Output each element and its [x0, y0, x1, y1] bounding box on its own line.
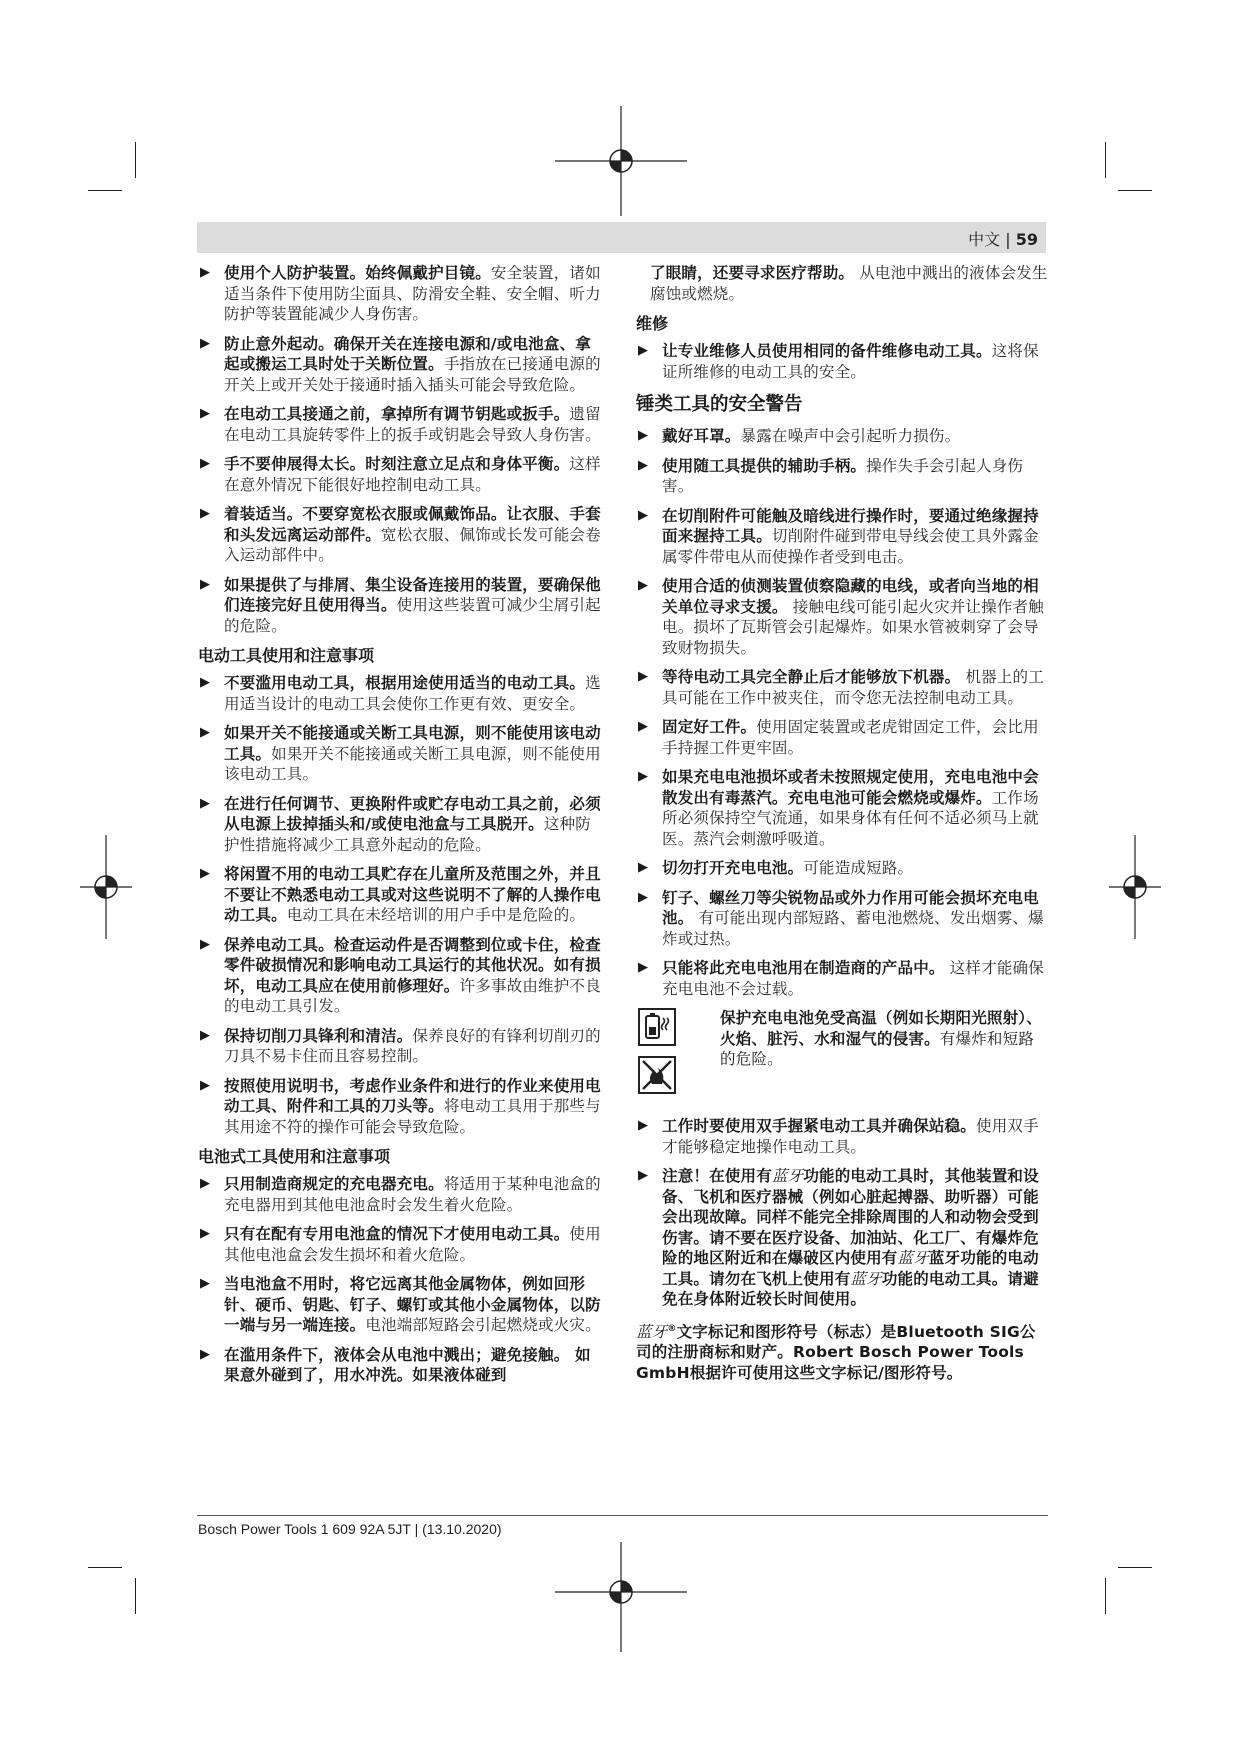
safety-item-bold: 切勿打开充电电池。	[662, 859, 804, 877]
bullet-icon: ▶	[200, 1176, 211, 1191]
bullet-icon: ▶	[200, 936, 211, 952]
bullet-icon: ▶	[200, 1077, 211, 1093]
safety-item	[636, 888, 1048, 950]
safety-item	[198, 263, 606, 325]
section-heading-tool-use: 电动工具使用和注意事项	[198, 646, 375, 665]
safety-item-normal: 将电动工具用于那些与其用途不符的操作可能会导致危险。	[224, 1097, 601, 1136]
header-label: 中文 | 59	[968, 230, 1038, 249]
safety-item	[636, 426, 1048, 447]
page-header	[197, 222, 1046, 253]
bullet-icon: ▶	[200, 335, 211, 351]
safety-list-hammer-continued	[636, 1116, 1048, 1157]
safety-item-normal: 这样在意外情况下能很好地控制电动工具。	[224, 455, 601, 494]
section-heading-battery-tool: 电池式工具使用和注意事项	[198, 1147, 391, 1166]
safety-item	[636, 341, 1048, 382]
safety-item-normal: 选用适当设计的电动工具会使你工作更有效、更安全。	[224, 674, 601, 713]
safety-list-battery-tool	[198, 1174, 606, 1386]
safety-item-normal: 这种防护性措施将减少工具意外起动的危险。	[224, 815, 591, 854]
safety-item-bold: 只用制造商规定的充电器充电。	[224, 1175, 444, 1193]
bullet-icon: ▶	[200, 506, 211, 521]
safety-item	[198, 404, 606, 445]
bt-warning-part2: 功能的电动工具时，其他装置和设备、飞机和医疗器械（例如心脏起搏器、助听器）可能会出现故障。同样不能完全排除周围的人和动物会受到伤害。请不要在医疗设备、加油站、化工厂、有爆炸危险的地区附近和在爆破区内使用有	[662, 1167, 1039, 1267]
safety-item-normal: 暴露在噪声中会引起听力损伤。	[740, 427, 961, 445]
trademark-text: 文字标记和图形符号（标志）是Bluetooth SIG公司的注册商标和财产。Robert Bosch Power Tools GmbH根据许可使用这些文字标记/图形符号。	[636, 1322, 1036, 1382]
safety-item	[198, 1274, 606, 1336]
registration-mark-bottom	[555, 1542, 687, 1652]
safety-item	[198, 575, 606, 637]
safety-item-normal: 机器上的工具可能在工作中被夹住，而令您无法控制电动工具。	[662, 668, 1044, 707]
bt-warning-part4: 功能的电动工具。请避免在身体附近较长时间使用。	[662, 1269, 1039, 1308]
safety-item	[636, 667, 1048, 708]
safety-item-normal: 使用双手才能够稳定地操作电动工具。	[662, 1117, 1039, 1156]
safety-item	[198, 1345, 606, 1386]
header-section: 中文	[968, 230, 1001, 249]
safety-item-normal: 操作失手会引起人身伤害。	[662, 456, 1024, 495]
safety-item-bold: 不要滥用电动工具，根据用途使用适当的电动工具。	[224, 674, 586, 692]
safety-item	[198, 334, 606, 396]
safety-item-bold: 在切削附件可能触及暗线进行操作时，要通过绝缘握持面来握持工具。	[662, 506, 1039, 545]
safety-item-normal: 有可能出现内部短路、蓄电池燃烧、发出烟雾、爆炸或过热。	[662, 909, 1044, 948]
crop-mark	[1105, 142, 1106, 178]
bullet-icon: ▶	[638, 960, 649, 975]
bullet-icon: ▶	[638, 1168, 649, 1183]
safety-item-normal: 安全装置，诸如适当条件下使用防尘面具、防滑安全鞋、安全帽、听力防护等装置能减少人身伤害。	[224, 264, 601, 323]
bullet-icon: ▶	[200, 1276, 211, 1291]
left-column	[198, 263, 606, 1395]
safety-item-bold: 在进行任何调节、更换附件或贮存电动工具之前，必须从电源上拔掉插头和/或使电池盒与工具脱开。	[224, 794, 601, 833]
safety-item-bold: 保持切削刀具锋利和清洁。	[224, 1026, 413, 1045]
safety-item-bold: 在电动工具接通之前，拿掉所有调节钥匙或扳手。	[224, 405, 570, 423]
safety-item	[636, 767, 1048, 849]
safety-item-bold: 按照使用说明书，考虑作业条件和进行的作业来使用电动工具、附件和工具的刀头等。	[224, 1076, 601, 1115]
bullet-icon: ▶	[200, 725, 211, 740]
bullet-icon: ▶	[200, 265, 211, 280]
bluetooth-word: 蓝牙	[850, 1269, 882, 1288]
no-fire-water-icon	[638, 1056, 676, 1094]
bullet-icon: ▶	[638, 669, 649, 684]
battery-protection-note	[636, 1008, 1048, 1104]
safety-item	[198, 1076, 606, 1138]
safety-item	[636, 717, 1048, 758]
safety-item-bold: 当电池盒不用时，将它远离其他金属物体，例如回形针、硬币、钥匙、钉子、螺钉或其他小金属物体，以防一端与另一端连接。	[224, 1275, 601, 1334]
safety-item-normal: 切削附件碰到带电导线会使工具外露金属零件带电从而使操作者受到电击。	[662, 527, 1039, 566]
safety-item	[636, 958, 1048, 999]
continued-bold: 了眼睛，还要寻求医疗帮助。	[650, 264, 855, 282]
safety-item-bold: 使用合适的侦测装置侦察隐藏的电线，或者向当地的相关单位寻求支援。	[662, 577, 1039, 616]
safety-item-bold: 保养电动工具。检查运动件是否调整到位或卡住，检查零件破损情况和影响电动工具运行的其他状况。如有损坏，电动工具应在使用前修理好。	[224, 935, 601, 995]
safety-item	[636, 1116, 1048, 1157]
safety-item	[636, 576, 1048, 658]
bullet-icon: ▶	[638, 343, 649, 358]
safety-item-bold: 使用随工具提供的辅助手柄。	[662, 456, 867, 475]
safety-item-bold: 将闲置不用的电动工具贮存在儿童所及范围之外，并且不要让不熟悉电动工具或对这些说明不了解的人操作电动工具。	[224, 865, 601, 924]
safety-item	[198, 1174, 606, 1215]
bullet-icon: ▶	[638, 428, 649, 443]
battery-protection-normal: 有爆炸和短路的危险。	[720, 1029, 1035, 1068]
trademark-paragraph	[636, 1319, 1048, 1384]
bluetooth-word: 蓝牙	[771, 1167, 804, 1185]
safety-item-normal: 遗留在电动工具旋转零件上的扳手或钥匙会导致人身伤害。	[224, 405, 601, 444]
safety-item-bold: 只有在配有专用电池盒的情况下才使用电动工具。	[224, 1225, 570, 1243]
safety-item-bold: 在滥用条件下，液体会从电池中溅出；避免接触。 如果意外碰到了，用水冲洗。如果液体碰到	[224, 1345, 591, 1384]
crop-mark	[1118, 1567, 1152, 1568]
safety-item-normal: 使用其他电池盒会发生损坏和着火危险。	[224, 1225, 601, 1264]
safety-item	[198, 1224, 606, 1265]
right-column	[636, 263, 1048, 1383]
safety-item-bold: 着装适当。不要穿宽松衣服或佩戴饰品。让衣服、手套和头发远离运动部件。	[224, 505, 601, 544]
safety-item-normal: 使用这些装置可减少尘屑引起的危险。	[224, 596, 601, 635]
bullet-icon: ▶	[638, 457, 649, 473]
registration-mark-right	[1109, 835, 1161, 939]
continued-paragraph	[636, 263, 1048, 304]
safety-item-bold: 如果开关不能接通或关断工具电源，则不能使用该电动工具。	[224, 724, 601, 763]
bt-warning-part1: 注意！在使用有	[662, 1167, 772, 1185]
safety-item-bold: 工作时要使用双手握紧电动工具并确保站稳。	[662, 1117, 977, 1135]
safety-item-normal: 使用固定装置或老虎钳固定工件，会比用手持握工件更牢固。	[662, 718, 1039, 757]
safety-item-bold: 只能将此充电电池用在制造商的产品中。	[662, 959, 945, 977]
bullet-icon: ▶	[638, 860, 649, 875]
safety-item-normal: 接触电线可能引起火灾并让操作者触电。损坏了瓦斯管会引起爆炸。如果水管被刺穿了会导致财物损失。	[662, 597, 1044, 657]
bullet-icon: ▶	[638, 889, 649, 905]
bullet-icon: ▶	[638, 1118, 649, 1133]
safety-item-bold: 使用个人防护装置。始终佩戴护目镜。	[224, 264, 491, 282]
bt-warning-part3: 蓝牙功能的电动工具。请勿在飞机上使用有	[662, 1249, 1039, 1288]
safety-item-bold: 手不要伸展得太长。时刻注意立足点和身体平衡。	[224, 455, 570, 473]
bullet-icon: ▶	[200, 576, 211, 592]
safety-item-bold: 钉子、螺丝刀等尖锐物品或外力作用可能会损坏充电电池。	[662, 888, 1039, 927]
registration-mark-top	[555, 106, 687, 216]
bullet-icon: ▶	[638, 578, 649, 593]
battery-heat-icon	[638, 1008, 676, 1046]
safety-item-bold: 防止意外起动。确保开关在连接电源和/或电池盒、拿起或搬运工具时处于关断位置。	[224, 334, 591, 373]
safety-item	[636, 858, 1048, 879]
continued-normal: 从电池中溅出的液体会发生腐蚀或燃烧。	[650, 264, 1048, 303]
safety-item	[198, 794, 606, 856]
crop-mark	[88, 190, 122, 191]
bullet-icon: ▶	[200, 795, 211, 811]
safety-item-normal: 将适用于某种电池盒的充电器用到其他电池盒时会发生着火危险。	[224, 1175, 601, 1214]
crop-mark	[1118, 190, 1152, 191]
safety-item-normal: 如果开关不能接通或关断工具电源，则不能使用该电动工具。	[224, 744, 601, 783]
bluetooth-word: 蓝牙	[897, 1249, 929, 1267]
battery-protection-bold: 保护充电电池免受高温（例如长期阳光照射）、火焰、脏污、水和湿气的侵害。	[720, 1009, 1042, 1048]
bullet-icon: ▶	[638, 719, 649, 734]
safety-item-bold: 戴好耳罩。	[662, 427, 741, 445]
section-heading-maintenance: 维修	[636, 314, 669, 333]
safety-item	[198, 454, 606, 495]
bullet-icon: ▶	[200, 1346, 211, 1362]
safety-list-hammer	[636, 426, 1048, 999]
crop-mark	[135, 142, 136, 178]
bullet-icon: ▶	[200, 1226, 211, 1241]
bullet-icon: ▶	[200, 406, 211, 421]
safety-item	[636, 506, 1048, 568]
safety-item-normal: 可能造成短路。	[803, 859, 914, 877]
safety-item-normal: 电池端部短路会引起燃烧或火灾。	[365, 1316, 601, 1334]
safety-item	[198, 723, 606, 785]
safety-item	[198, 1026, 606, 1067]
footer-rule	[197, 1515, 1048, 1516]
safety-item-normal: 这样才能确保充电电池不会过载。	[662, 959, 1044, 998]
crop-mark	[135, 1578, 136, 1614]
safety-item-bold: 等待电动工具完全静止后才能够放下机器。	[662, 668, 961, 686]
safety-item-bold: 如果提供了与排屑、集尘设备连接用的装置，要确保他们连接完好且使用得当。	[224, 575, 601, 614]
crop-mark	[1105, 1578, 1106, 1614]
battery-protection-text	[720, 1008, 1042, 1070]
safety-list-tool-use	[198, 673, 606, 1137]
safety-list-personal	[198, 263, 606, 636]
registration-mark-left	[80, 835, 132, 939]
safety-item	[198, 504, 606, 566]
section-heading-hammer: 锤类工具的安全警告	[636, 394, 803, 415]
bullet-icon: ▶	[638, 769, 649, 784]
bullet-icon: ▶	[200, 456, 211, 471]
safety-item-normal: 这将保证所维修的电动工具的安全。	[662, 342, 1039, 381]
registered-mark: ®	[667, 1323, 677, 1334]
bullet-icon: ▶	[200, 1027, 211, 1043]
safety-item-normal: 宽松衣服、佩饰或长发可能会卷入运动部件中。	[224, 525, 601, 564]
safety-item-normal: 工作场所必须保持空气流通，如果身体有任何不适必须马上就医。蒸汽会刺激呼吸道。	[662, 788, 1039, 848]
bullet-icon: ▶	[638, 507, 649, 523]
bluetooth-warning-item	[636, 1166, 1048, 1310]
crop-mark	[88, 1567, 122, 1568]
safety-item-normal: 手指放在已接通电源的开关上或开关处于接通时插入插头可能会导致危险。	[224, 355, 601, 394]
safety-item-normal: 保养良好的有锋利切削刃的刀具不易卡住而且容易控制。	[224, 1026, 601, 1065]
safety-item-normal: 电动工具在未经培训的用户手中是危险的。	[286, 906, 586, 924]
bullet-icon: ▶	[200, 675, 211, 690]
safety-item-bold: 让专业维修人员使用相同的备件维修电动工具。	[662, 342, 992, 360]
footer-text: Bosch Power Tools 1 609 92A 5JT | (13.10.2020)	[198, 1521, 502, 1537]
page-number: 59	[1015, 230, 1038, 249]
safety-item	[198, 864, 606, 926]
safety-item-bold: 如果充电电池损坏或者未按照规定使用，充电电池中会散发出有毒蒸汽。充电电池可能会燃烧或爆炸。	[662, 768, 1039, 807]
safety-item	[198, 935, 606, 1017]
bullet-icon: ▶	[200, 866, 211, 881]
safety-item-normal: 许多事故由维护不良的电动工具引发。	[224, 976, 601, 1015]
safety-item-bold: 固定好工件。	[662, 718, 757, 736]
safety-item	[198, 673, 606, 714]
safety-list-maintenance	[636, 341, 1048, 382]
bluetooth-word: 蓝牙	[636, 1322, 668, 1341]
safety-item	[636, 456, 1048, 497]
